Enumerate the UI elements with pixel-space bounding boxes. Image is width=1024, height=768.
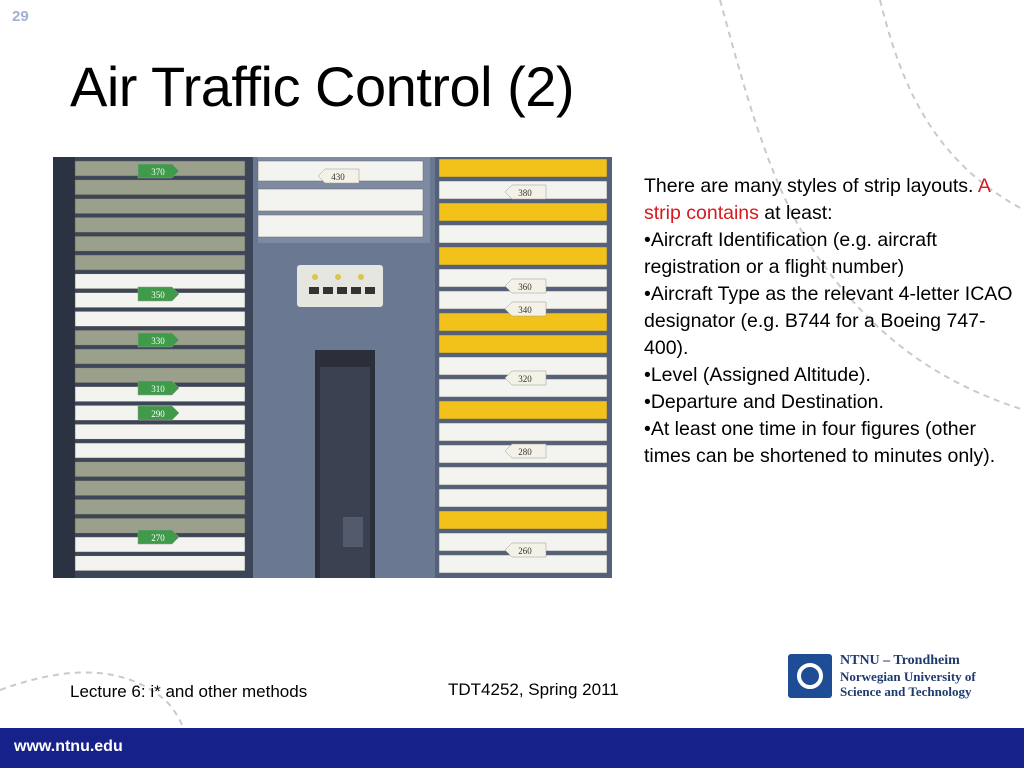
ntnu-logo-icon: [788, 654, 832, 698]
flight-strip: [75, 236, 245, 251]
flight-strip: [439, 555, 607, 573]
altitude-flag-label: 320: [518, 374, 532, 384]
altitude-flag-label: 290: [151, 409, 165, 419]
slide-title: Air Traffic Control (2): [70, 55, 575, 118]
flight-strip: [439, 489, 607, 507]
indicator-panel: [297, 265, 383, 307]
flight-strip: [75, 255, 245, 270]
altitude-flag-label: 370: [151, 167, 165, 177]
altitude-flag: [138, 164, 179, 178]
flight-strip: [439, 335, 607, 353]
intro-text: There are many styles of strip layouts.: [644, 175, 978, 197]
altitude-flag: [138, 287, 179, 301]
altitude-flag: [505, 543, 546, 557]
strip-board-illustration: [53, 157, 612, 578]
flight-strip: [75, 274, 245, 289]
altitude-flag-label: 430: [331, 172, 345, 182]
center-strip-rack: [258, 161, 423, 237]
intro-paragraph: [644, 173, 1016, 227]
altitude-flag: [505, 444, 546, 458]
altitude-flag: [138, 530, 179, 544]
altitude-flag: [138, 406, 179, 420]
flight-strip: [439, 467, 607, 485]
intro-tail: at least:: [758, 202, 833, 224]
altitude-flag-label: 340: [518, 305, 532, 315]
flight-strip: [75, 180, 245, 195]
altitude-flag-label: 380: [518, 188, 532, 198]
altitude-flag-label: 310: [151, 384, 165, 394]
flight-strip: [439, 401, 607, 419]
altitude-flag: [318, 169, 359, 183]
footer-course: TDT4252, Spring 2011: [448, 680, 619, 699]
flight-strip: [75, 499, 245, 514]
altitude-flag-label: 360: [518, 282, 532, 292]
bullet-item: •Level (Assigned Altitude).: [644, 364, 871, 386]
flight-strip: [75, 556, 245, 571]
flight-strip: [439, 511, 607, 529]
flight-strip: [75, 481, 245, 496]
altitude-flag-label: 350: [151, 290, 165, 300]
altitude-flag: [505, 279, 546, 293]
flight-strip: [75, 311, 245, 326]
org-block: [840, 652, 1020, 699]
altitude-flag-label: 270: [151, 533, 165, 543]
flight-strip: [439, 225, 607, 243]
altitude-flag: [505, 371, 546, 385]
bullet-item: •At least one time in four figures (other times can be shortened to minutes only).: [644, 418, 996, 467]
altitude-flag: [138, 333, 179, 347]
flight-strip: [439, 203, 607, 221]
flight-strip: [75, 199, 245, 214]
footer-bar: [0, 728, 1024, 768]
flight-strip: [75, 462, 245, 477]
slide-number: 29: [12, 8, 29, 25]
footer-url[interactable]: www.ntnu.edu: [14, 738, 123, 755]
org-line: Science and Technology: [840, 684, 972, 699]
flight-strip: [75, 349, 245, 364]
bullet-item: •Departure and Destination.: [644, 391, 884, 413]
flight-strip: [439, 247, 607, 265]
flight-strip: [439, 159, 607, 177]
altitude-flag: [138, 381, 179, 395]
altitude-flag: [505, 302, 546, 316]
flight-strip: [439, 423, 607, 441]
altitude-flag-label: 330: [151, 336, 165, 346]
altitude-flag: [505, 185, 546, 199]
intro-highlight: A strip contains: [644, 175, 990, 224]
bullet-item: •Aircraft Type as the relevant 4-letter ICAO designator (e.g. B744 for a Boeing 747-400).: [644, 283, 1013, 359]
bullet-item: •Aircraft Identification (e.g. aircraft registration or a flight number): [644, 229, 937, 278]
flight-strip: [75, 443, 245, 458]
right-strip-rack: [439, 159, 607, 573]
body-text: [644, 173, 1016, 470]
org-line: Norwegian University of: [840, 669, 976, 684]
flight-strip: [258, 215, 423, 237]
org-name: NTNU – Trondheim: [840, 653, 960, 668]
flight-strip: [75, 217, 245, 232]
flight-strip: [75, 368, 245, 383]
altitude-flag-label: 280: [518, 447, 532, 457]
footer-lecture: Lecture 6: i* and other methods: [70, 682, 308, 701]
altitude-flag-label: 260: [518, 546, 532, 556]
flight-strip: [258, 189, 423, 211]
flight-strip: [75, 424, 245, 439]
strip-board-photo: [53, 157, 612, 578]
